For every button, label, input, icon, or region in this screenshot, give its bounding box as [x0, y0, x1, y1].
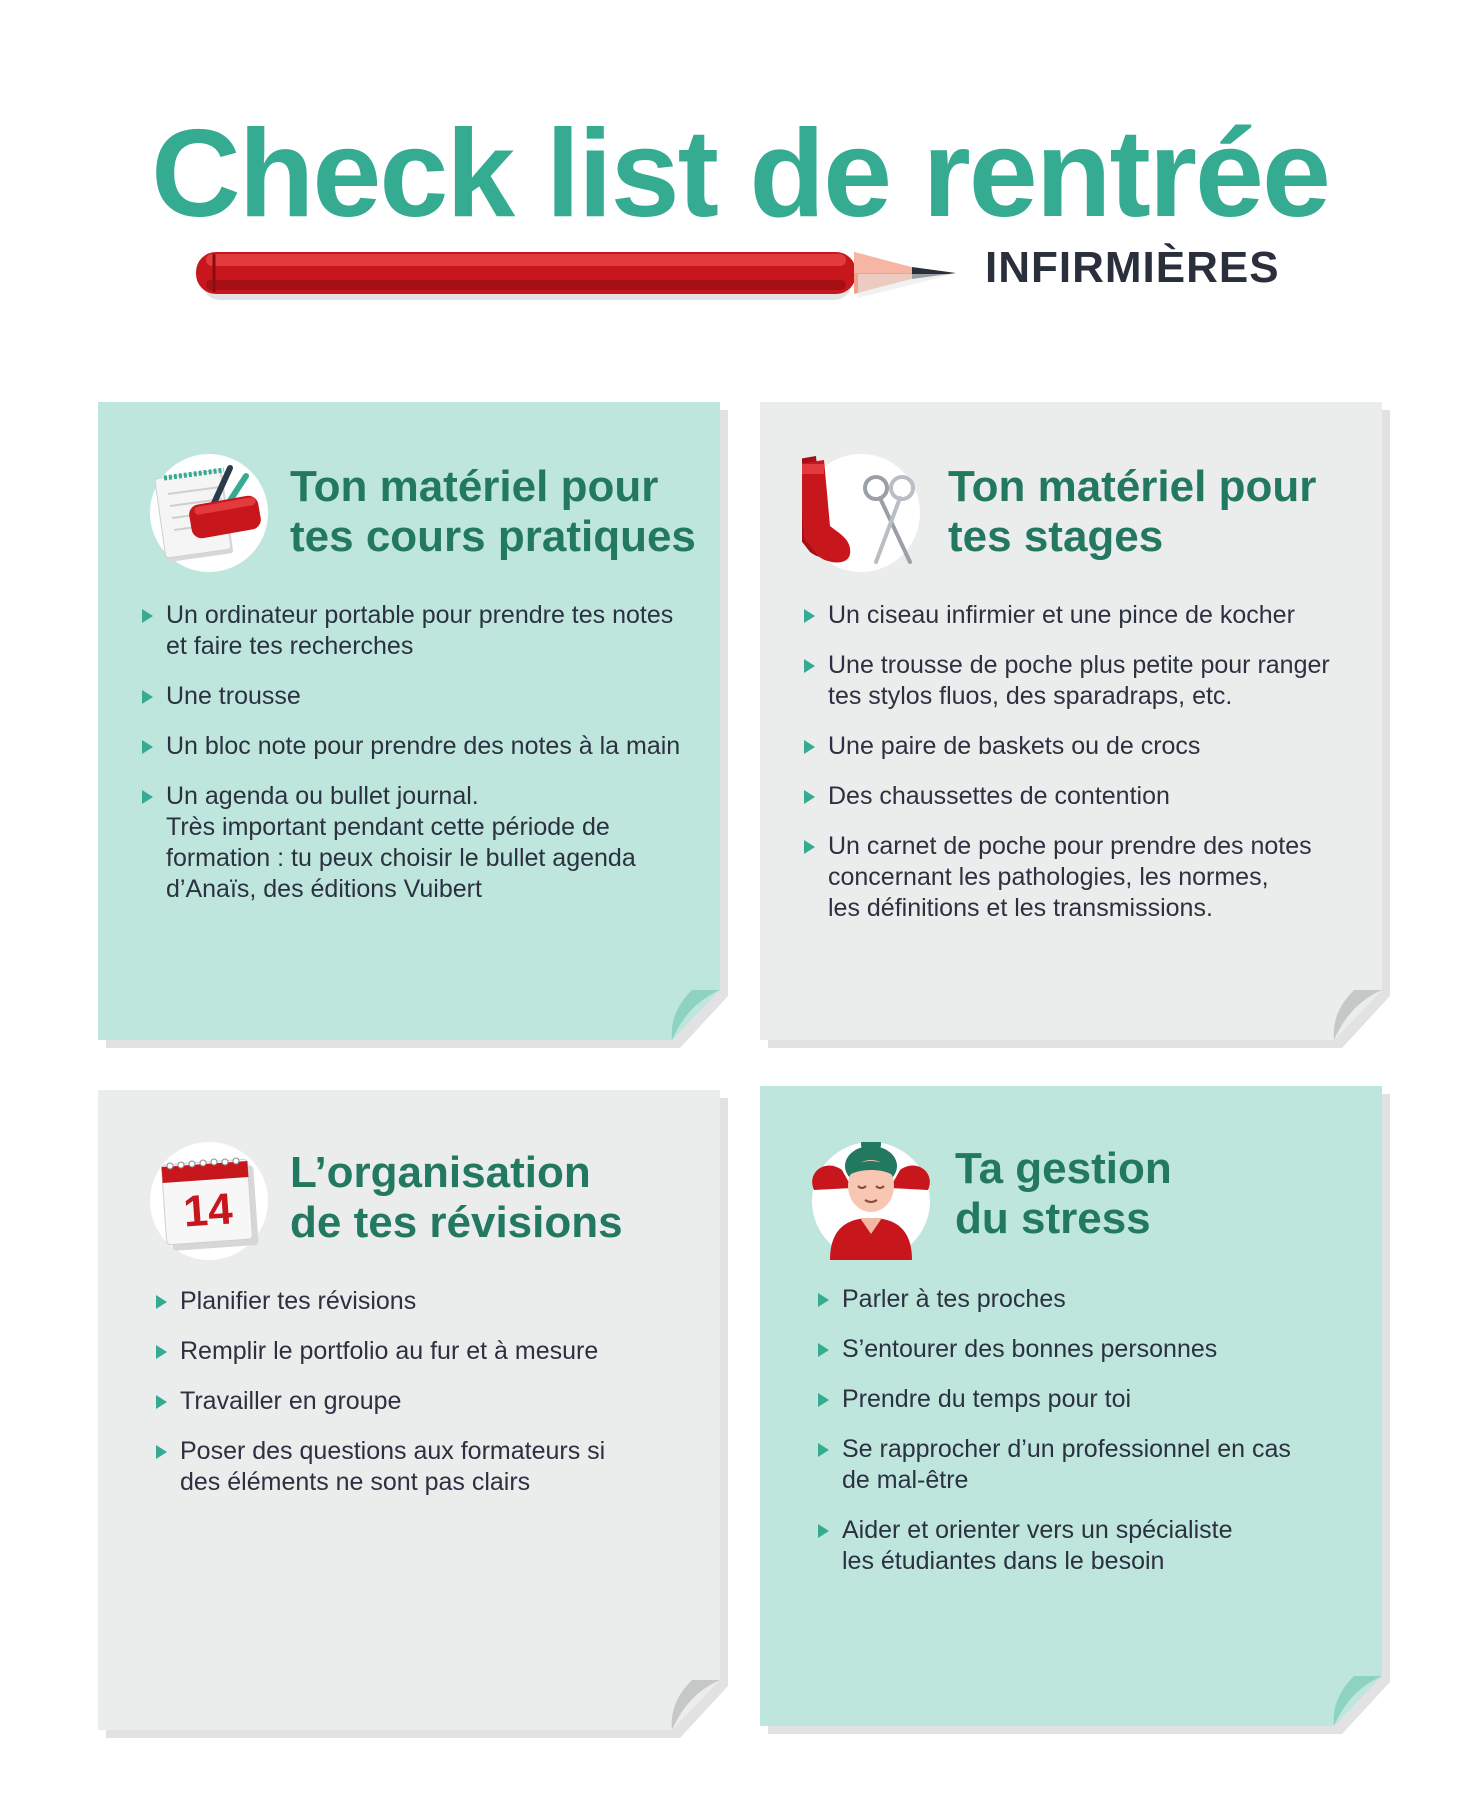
list-item: Se rapprocher d’un professionnel en cas de mal-être	[818, 1434, 1291, 1496]
list-item: Une trousse de poche plus petite pour ranger tes stylos fluos, des sparadraps, etc.	[804, 650, 1330, 712]
page-title: Check list de rentrée	[151, 105, 1329, 243]
card-title-line: Ton matériel pour	[948, 462, 1317, 511]
card-title-line: du stress	[955, 1194, 1151, 1243]
checklist	[156, 1286, 605, 1517]
list-item: Remplir le portfolio au fur et à mesure	[156, 1336, 605, 1367]
list-item: S’entourer des bonnes personnes	[818, 1334, 1291, 1365]
card-organisation-revisions	[98, 1090, 728, 1738]
card-gestion-stress	[760, 1086, 1390, 1734]
card-title-line: tes stages	[948, 512, 1164, 561]
socks-scissors-icon	[802, 454, 920, 572]
page-subtitle: INFIRMIÈRES	[985, 243, 1280, 292]
list-item: Une paire de baskets ou de crocs	[804, 731, 1330, 762]
card-stages	[760, 402, 1390, 1048]
checklist	[142, 600, 680, 924]
list-item: Une trousse	[142, 681, 680, 712]
card-title	[290, 462, 696, 562]
list-item: Poser des questions aux formateurs si des éléments ne sont pas clairs	[156, 1436, 605, 1498]
calendar-icon	[150, 1142, 268, 1260]
list-item: Aider et orienter vers un spécialiste les étudiantes dans le besoin	[818, 1515, 1291, 1577]
card-cours-pratiques	[98, 402, 728, 1048]
pencil-icon	[194, 244, 974, 300]
card-title	[290, 1148, 623, 1248]
card-title	[955, 1144, 1172, 1244]
list-item: Prendre du temps pour toi	[818, 1384, 1291, 1415]
card-title-line: Ton matériel pour	[290, 462, 659, 511]
list-item: Un ordinateur portable pour prendre tes notes et faire tes recherches	[142, 600, 680, 662]
card-title-line: de tes révisions	[290, 1198, 623, 1247]
notebook-pencil-case-icon	[150, 454, 268, 572]
list-item: Parler à tes proches	[818, 1284, 1291, 1315]
checklist	[804, 600, 1330, 943]
list-item: Travailler en groupe	[156, 1386, 605, 1417]
calendar-day: 14	[181, 1184, 235, 1237]
card-title	[948, 462, 1316, 562]
list-item: Des chaussettes de contention	[804, 781, 1330, 812]
list-item: Un agenda ou bullet journal. Très important pendant cette période de formation : tu peux choisir le bullet agenda d’Anaïs, des éditions Vuibert	[142, 781, 680, 905]
card-title-line: L’organisation	[290, 1148, 591, 1197]
list-item: Un ciseau infirmier et une pince de kocher	[804, 600, 1330, 631]
relaxed-person-icon	[812, 1142, 930, 1260]
checklist	[818, 1284, 1291, 1596]
list-item: Planifier tes révisions	[156, 1286, 605, 1317]
list-item: Un carnet de poche pour prendre des notes concernant les pathologies, les normes, les définitions et les transmissions.	[804, 831, 1330, 924]
card-title-line: Ta gestion	[955, 1144, 1172, 1193]
list-item: Un bloc note pour prendre des notes à la main	[142, 731, 680, 762]
card-title-line: tes cours pratiques	[290, 512, 696, 561]
